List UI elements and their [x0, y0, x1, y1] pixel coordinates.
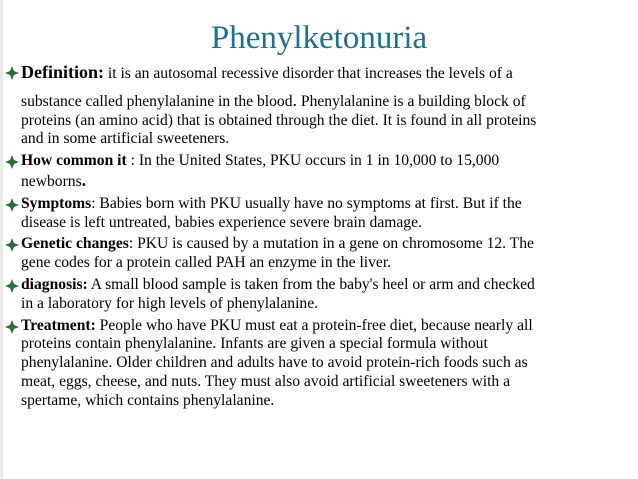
genetic-line-2: gene codes for a protein called PAH an enzyme in the liver.: [21, 254, 392, 272]
definition-label: Definition:: [21, 62, 104, 82]
treatment-line-3: phenylalanine. Older children and adults have to avoid protein-rich foods such as: [21, 354, 528, 372]
how-common-line-2: newborns.: [21, 169, 87, 190]
treatment-line-1: Treatment: People who have PKU must eat a protein-free diet, because nearly all: [21, 316, 533, 334]
slide-title: Phenylketonuria: [210, 20, 428, 56]
treatment-line-2: proteins contain phenylalanine. Infants are given a special formula without: [21, 335, 488, 353]
bullet-genetic-changes: [5, 235, 631, 273]
symptoms-line-1: Symptoms: Babies born with PKU usually have no symptoms at first. But if the: [21, 194, 522, 212]
diamond-bullet-icon: [5, 235, 21, 254]
left-edge-rule: [0, 0, 3, 479]
how-common-line-1: How common it : In the United States, PKU occurs in 1 in 10,000 to 15,000: [21, 152, 500, 170]
treatment-line-4: meat, eggs, cheese, and nuts. They must also avoid artificial sweeteners with a: [21, 372, 511, 390]
bullet-diagnosis: [5, 276, 631, 314]
diamond-bullet-icon: [5, 276, 21, 295]
treatment-label: Treatment:: [21, 316, 96, 334]
definition-line-2: substance called phenylalanine in the blood. Phenylalanine is a building block of: [21, 89, 526, 110]
bullet-treatment: [5, 317, 631, 411]
treatment-line-5: spertame, which contains phenylalanine.: [21, 391, 275, 409]
symptoms-line-2: disease is left untreated, babies experience severe brain damage.: [21, 213, 422, 231]
diamond-bullet-icon: [5, 317, 21, 336]
diagnosis-label: diagnosis:: [21, 275, 88, 293]
diamond-bullet-icon: [5, 152, 21, 171]
how-common-label: How common it: [21, 152, 127, 170]
bullet-symptoms: [5, 195, 631, 233]
definition-line-3: proteins (an amino acid) that is obtained through the diet. It is found in all proteins: [21, 111, 537, 129]
symptoms-label: Symptoms: [21, 194, 92, 212]
genetic-line-1: Genetic changes: PKU is caused by a mutation in a gene on chromosome 12. The: [21, 235, 534, 253]
diagnosis-line-2: in a laboratory for high levels of phenylalanine.: [21, 294, 319, 312]
diagnosis-line-1: diagnosis: A small blood sample is taken from the baby's heel or arm and checked: [21, 275, 535, 293]
definition-line-4: and in some artificial sweeteners.: [21, 130, 230, 148]
diamond-bullet-icon: [5, 63, 21, 82]
bullet-definition: [5, 63, 631, 149]
genetic-label: Genetic changes: [21, 235, 129, 253]
slide-content: [5, 63, 631, 414]
definition-line-1: Definition: it is an autosomal recessive disorder that increases the levels of a: [21, 62, 513, 82]
bullet-how-common: [5, 152, 631, 192]
diamond-bullet-icon: [5, 195, 21, 214]
